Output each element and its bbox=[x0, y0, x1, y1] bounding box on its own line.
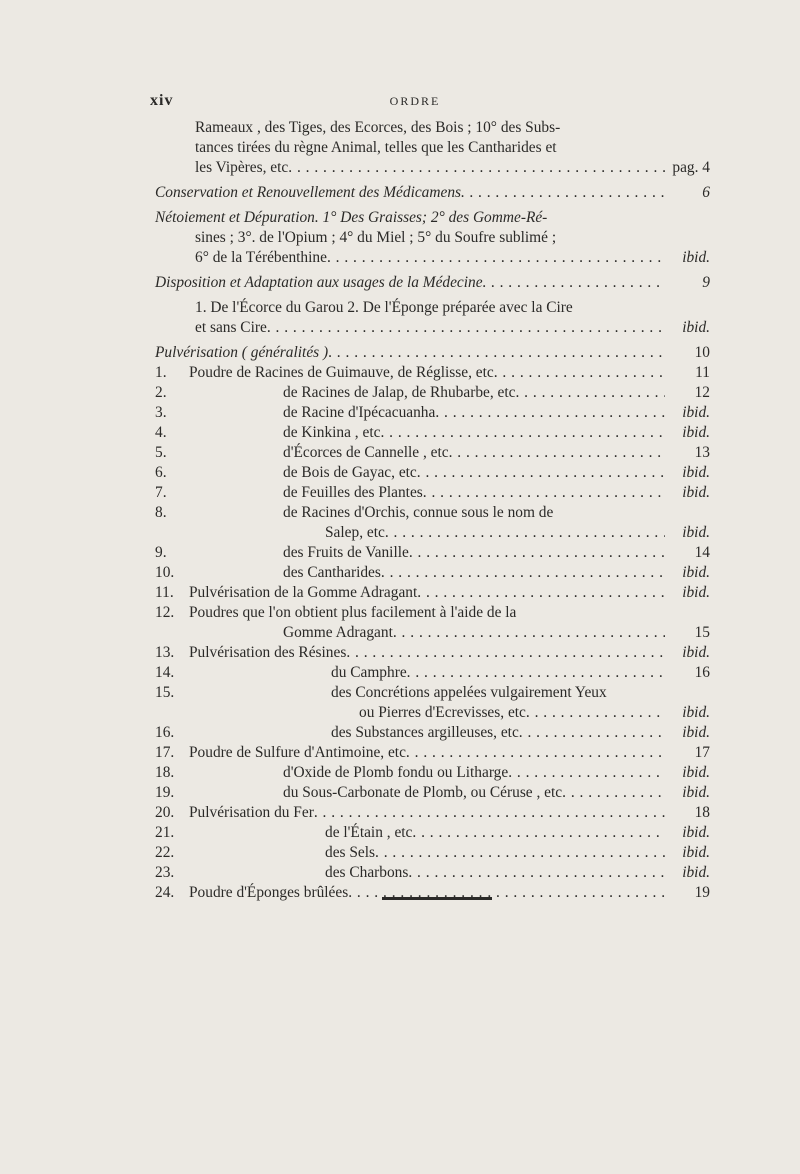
running-header bbox=[150, 92, 680, 112]
toc-item: 11. Pulvérisation de la Gomme Adragant . . . ibid. bbox=[155, 583, 710, 603]
table-of-contents bbox=[155, 118, 710, 903]
toc-item: 7. de Feuilles des Plantes . . . ibid. bbox=[155, 483, 710, 503]
toc-item-continued: Gomme Adragant . . . 15 bbox=[155, 623, 710, 643]
toc-line: tances tirées du règne Animal, telles que les Cantharides et bbox=[195, 139, 557, 156]
toc-heading-netoiement: Nétoiement et Dépuration. 1° Des Graisses; 2° des Gomme-Ré- bbox=[155, 209, 548, 226]
toc-item: 12. Poudres que l'on obtient plus facilement à l'aide de la bbox=[155, 604, 517, 621]
page-folio: xiv bbox=[150, 92, 174, 109]
toc-heading-pulverisation: Pulvérisation ( généralités ) . . . 10 bbox=[155, 343, 710, 363]
toc-item: 15. des Concrétions appelées vulgairement Yeux bbox=[155, 684, 607, 701]
closing-rule bbox=[382, 897, 492, 900]
toc-heading-conservation: Conservation et Renouvellement des Médicamens . . . 6 bbox=[155, 183, 710, 203]
toc-item: 23. des Charbons . . . ibid. bbox=[155, 863, 710, 883]
toc-item-continued: ou Pierres d'Ecrevisses, etc . . . ibid. bbox=[155, 703, 710, 723]
toc-item: 19. du Sous-Carbonate de Plomb, ou Céruse , etc . . . ibid. bbox=[155, 783, 710, 803]
toc-item: 22. des Sels . . . ibid. bbox=[155, 843, 710, 863]
toc-line: Rameaux , des Tiges, des Ecorces, des Bois ; 10° des Subs- bbox=[195, 119, 561, 136]
toc-item: 5. d'Écorces de Cannelle , etc . . . 13 bbox=[155, 443, 710, 463]
toc-item: 17. Poudre de Sulfure d'Antimoine, etc . . . 17 bbox=[155, 743, 710, 763]
toc-line: les Vipères, etc . . . pag. 4 bbox=[155, 158, 710, 178]
toc-item: 1. Poudre de Racines de Guimauve, de Réglisse, etc . . . 11 bbox=[155, 363, 710, 383]
toc-item: 2. de Racines de Jalap, de Rhubarbe, etc . . . 12 bbox=[155, 383, 710, 403]
toc-line: 6° de la Térébenthine . . . ibid. bbox=[155, 248, 710, 268]
toc-item: 20. Pulvérisation du Fer . . . 18 bbox=[155, 803, 710, 823]
toc-line: et sans Cire . . . ibid. bbox=[155, 318, 710, 338]
toc-item: 16. des Substances argilleuses, etc . . . ibid. bbox=[155, 723, 710, 743]
toc-item: 9. des Fruits de Vanille . . . 14 bbox=[155, 543, 710, 563]
toc-item: 14. du Camphre . . . 16 bbox=[155, 663, 710, 683]
toc-item: 24. Poudre d'Éponges brûlées . . . 19 bbox=[155, 883, 710, 903]
toc-item: 4. de Kinkina , etc . . . ibid. bbox=[155, 423, 710, 443]
toc-line: 1. De l'Écorce du Garou 2. De l'Éponge préparée avec la Cire bbox=[195, 299, 573, 316]
toc-item: 8. de Racines d'Orchis, connue sous le nom de bbox=[155, 504, 554, 521]
running-title: ORDRE bbox=[389, 94, 441, 108]
toc-item: 10. des Cantharides . . . ibid. bbox=[155, 563, 710, 583]
toc-item: 18. d'Oxide de Plomb fondu ou Litharge . . . ibid. bbox=[155, 763, 710, 783]
toc-heading-disposition: Disposition et Adaptation aux usages de la Médecine . . . 9 bbox=[155, 273, 710, 293]
toc-item: 6. de Bois de Gayac, etc . . . ibid. bbox=[155, 463, 710, 483]
toc-item: 3. de Racine d'Ipécacuanha . . . ibid. bbox=[155, 403, 710, 423]
toc-line: sines ; 3°. de l'Opium ; 4° du Miel ; 5° du Soufre sublimé ; bbox=[195, 229, 557, 246]
toc-item: 21. de l'Étain , etc . . . ibid. bbox=[155, 823, 710, 843]
toc-item-continued: Salep, etc . . . ibid. bbox=[155, 523, 710, 543]
toc-item: 13. Pulvérisation des Résines . . . ibid. bbox=[155, 643, 710, 663]
